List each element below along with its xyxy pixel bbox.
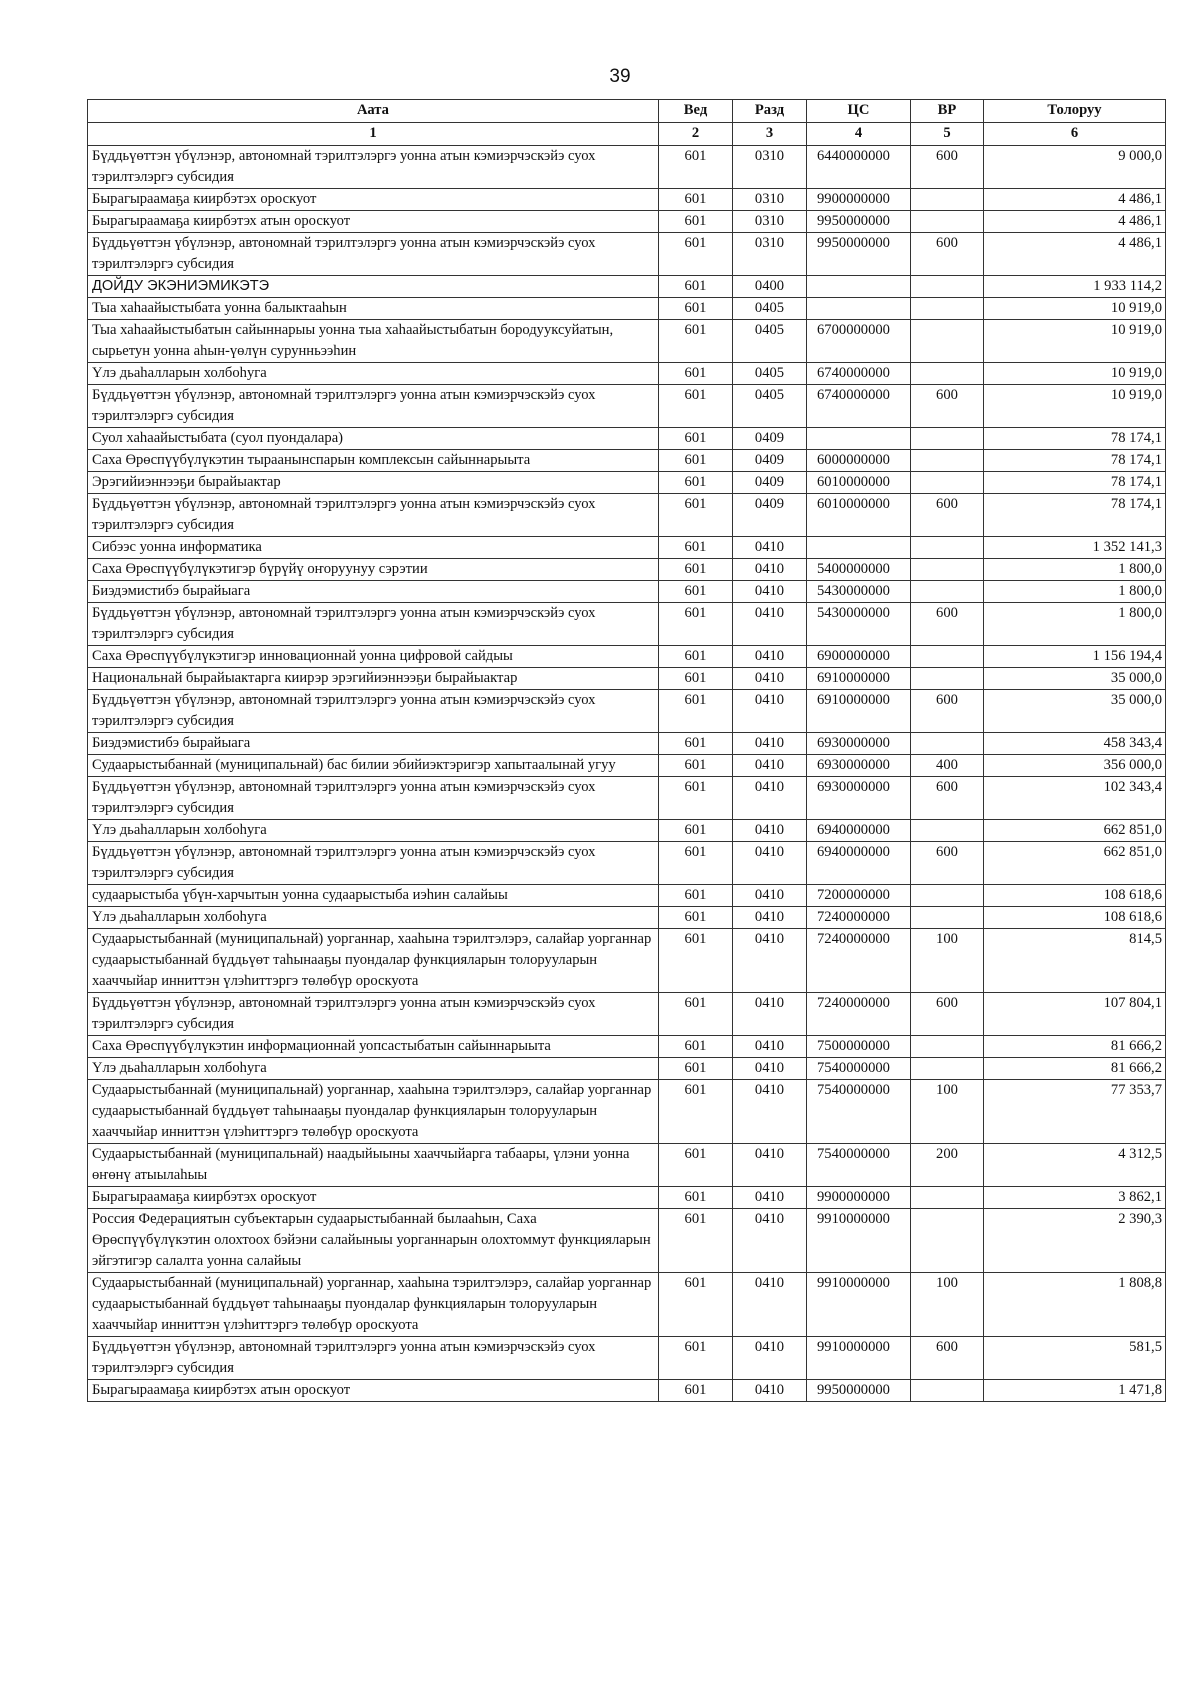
- row-amount: 662 851,0: [984, 820, 1166, 842]
- row-amount: 78 174,1: [984, 472, 1166, 494]
- row-cs: 6940000000: [807, 842, 911, 885]
- page-number: 39: [609, 66, 631, 87]
- row-vr: 100: [911, 1273, 984, 1337]
- row-ved: 601: [659, 777, 733, 820]
- row-vr: 600: [911, 1337, 984, 1380]
- row-amount: 107 804,1: [984, 993, 1166, 1036]
- table-row: [88, 1273, 1166, 1337]
- row-cs: 6440000000: [807, 146, 911, 189]
- table-row: [88, 189, 1166, 211]
- row-name: Судаарыстыбаннай (муниципальнай) наадыйыыны хааччыйарга табаары, үлэни уонна өҥөнү атыылаһыы: [88, 1144, 659, 1187]
- row-vr: 600: [911, 603, 984, 646]
- row-vr: [911, 1058, 984, 1080]
- row-amount: 2 390,3: [984, 1209, 1166, 1273]
- row-cs: 5400000000: [807, 559, 911, 581]
- row-cs: 6010000000: [807, 472, 911, 494]
- table-row: [88, 1080, 1166, 1144]
- row-ved: 601: [659, 385, 733, 428]
- row-name: Үлэ дьаһалларын холбоһуга: [88, 363, 659, 385]
- table-row: [88, 320, 1166, 363]
- row-cs: [807, 298, 911, 320]
- row-vr: [911, 428, 984, 450]
- table-row: [88, 233, 1166, 276]
- row-ved: 601: [659, 1058, 733, 1080]
- table-row: [88, 603, 1166, 646]
- column-number: 2: [659, 123, 733, 146]
- table-row: [88, 298, 1166, 320]
- row-vr: [911, 1187, 984, 1209]
- row-vr: [911, 646, 984, 668]
- row-cs: 5430000000: [807, 603, 911, 646]
- table-row: [88, 1209, 1166, 1273]
- row-name: Бүддьүөттэн үбүлэнэр, автономнай тэрилтэлэргэ уонна атын кэмиэрчэскэйэ суох тэрилтэлэргэ субсидия: [88, 842, 659, 885]
- row-amount: 35 000,0: [984, 668, 1166, 690]
- row-cs: 7540000000: [807, 1144, 911, 1187]
- row-name: Национальнай бырайыактарга киирэр эрэгийиэннээҕи бырайыактар: [88, 668, 659, 690]
- row-amount: 1 352 141,3: [984, 537, 1166, 559]
- row-ved: 601: [659, 1337, 733, 1380]
- row-cs: 9910000000: [807, 1209, 911, 1273]
- row-amount: 356 000,0: [984, 755, 1166, 777]
- row-razd: 0410: [733, 1080, 807, 1144]
- row-razd: 0410: [733, 929, 807, 993]
- row-name: Үлэ дьаһалларын холбоһуга: [88, 907, 659, 929]
- row-name: Саха Өрөспүүбүлүкэтигэр бүрүйү оҥоруунуу сэрэтии: [88, 559, 659, 581]
- row-name: Бүддьүөттэн үбүлэнэр, автономнай тэрилтэлэргэ уонна атын кэмиэрчэскэйэ суох тэрилтэлэргэ субсидия: [88, 146, 659, 189]
- table-row: [88, 929, 1166, 993]
- row-vr: [911, 189, 984, 211]
- row-ved: 601: [659, 907, 733, 929]
- header-cs: ЦС: [807, 100, 911, 123]
- row-cs: 6740000000: [807, 385, 911, 428]
- row-ved: 601: [659, 690, 733, 733]
- row-amount: 1 808,8: [984, 1273, 1166, 1337]
- row-vr: [911, 668, 984, 690]
- row-ved: 601: [659, 559, 733, 581]
- row-amount: 102 343,4: [984, 777, 1166, 820]
- table-row: [88, 211, 1166, 233]
- row-name: Биэдэмистибэ бырайыага: [88, 733, 659, 755]
- row-ved: 601: [659, 1273, 733, 1337]
- table-row: [88, 494, 1166, 537]
- table-row: [88, 385, 1166, 428]
- table-row: [88, 690, 1166, 733]
- row-ved: 601: [659, 211, 733, 233]
- row-amount: 1 156 194,4: [984, 646, 1166, 668]
- row-ved: 601: [659, 668, 733, 690]
- row-cs: 9910000000: [807, 1273, 911, 1337]
- row-amount: 10 919,0: [984, 363, 1166, 385]
- row-cs: 9900000000: [807, 1187, 911, 1209]
- row-name: Бүддьүөттэн үбүлэнэр, автономнай тэрилтэлэргэ уонна атын кэмиэрчэскэйэ суох тэрилтэлэргэ субсидия: [88, 1337, 659, 1380]
- row-amount: 78 174,1: [984, 428, 1166, 450]
- row-cs: 5430000000: [807, 581, 911, 603]
- row-vr: [911, 907, 984, 929]
- row-name: ДОЙДУ ЭКЭНИЭМИКЭТЭ: [88, 276, 659, 298]
- row-razd: 0310: [733, 146, 807, 189]
- row-razd: 0410: [733, 1187, 807, 1209]
- row-amount: 4 486,1: [984, 211, 1166, 233]
- row-amount: 1 471,8: [984, 1380, 1166, 1402]
- row-ved: 601: [659, 733, 733, 755]
- row-amount: 77 353,7: [984, 1080, 1166, 1144]
- row-vr: 600: [911, 777, 984, 820]
- row-razd: 0310: [733, 189, 807, 211]
- row-ved: 601: [659, 428, 733, 450]
- row-cs: 7540000000: [807, 1080, 911, 1144]
- row-razd: 0410: [733, 646, 807, 668]
- row-ved: 601: [659, 1380, 733, 1402]
- row-vr: [911, 1380, 984, 1402]
- row-ved: 601: [659, 450, 733, 472]
- table-row: [88, 907, 1166, 929]
- table-row: [88, 1036, 1166, 1058]
- row-cs: 9950000000: [807, 211, 911, 233]
- row-razd: 0409: [733, 450, 807, 472]
- header-vr: ВР: [911, 100, 984, 123]
- table-row: [88, 646, 1166, 668]
- row-vr: [911, 559, 984, 581]
- row-ved: 601: [659, 581, 733, 603]
- row-vr: [911, 320, 984, 363]
- row-razd: 0405: [733, 320, 807, 363]
- row-razd: 0410: [733, 537, 807, 559]
- row-name: Бүддьүөттэн үбүлэнэр, автономнай тэрилтэлэргэ уонна атын кэмиэрчэскэйэ суох тэрилтэлэргэ субсидия: [88, 690, 659, 733]
- row-amount: 81 666,2: [984, 1036, 1166, 1058]
- row-razd: 0410: [733, 581, 807, 603]
- row-amount: 1 800,0: [984, 559, 1166, 581]
- table-row: [88, 1337, 1166, 1380]
- table-row: [88, 559, 1166, 581]
- row-ved: 601: [659, 993, 733, 1036]
- row-amount: 78 174,1: [984, 450, 1166, 472]
- row-ved: 601: [659, 298, 733, 320]
- table-row: [88, 993, 1166, 1036]
- row-vr: [911, 1036, 984, 1058]
- row-razd: 0410: [733, 1036, 807, 1058]
- row-ved: 601: [659, 885, 733, 907]
- row-vr: [911, 1209, 984, 1273]
- row-name: Үлэ дьаһалларын холбоһуга: [88, 820, 659, 842]
- header-name: Аата: [88, 100, 659, 123]
- row-amount: 662 851,0: [984, 842, 1166, 885]
- table-row: [88, 1058, 1166, 1080]
- table-row: [88, 1380, 1166, 1402]
- row-razd: 0410: [733, 907, 807, 929]
- table-row: [88, 820, 1166, 842]
- row-cs: [807, 428, 911, 450]
- row-amount: 1 933 114,2: [984, 276, 1166, 298]
- row-cs: 6700000000: [807, 320, 911, 363]
- table-row: [88, 276, 1166, 298]
- row-ved: 601: [659, 929, 733, 993]
- header-row: [88, 100, 1166, 123]
- row-vr: 600: [911, 690, 984, 733]
- row-cs: 7240000000: [807, 929, 911, 993]
- header-ved: Вед: [659, 100, 733, 123]
- row-vr: [911, 733, 984, 755]
- column-number-row: [88, 123, 1166, 146]
- row-cs: 9910000000: [807, 1337, 911, 1380]
- row-razd: 0410: [733, 1058, 807, 1080]
- row-cs: 6000000000: [807, 450, 911, 472]
- row-ved: 601: [659, 189, 733, 211]
- row-cs: 6930000000: [807, 755, 911, 777]
- column-number: 3: [733, 123, 807, 146]
- row-razd: 0409: [733, 472, 807, 494]
- row-cs: 6930000000: [807, 733, 911, 755]
- row-vr: 600: [911, 842, 984, 885]
- table-row: [88, 428, 1166, 450]
- row-vr: 400: [911, 755, 984, 777]
- row-vr: [911, 363, 984, 385]
- budget-table: [87, 99, 1166, 1402]
- row-vr: [911, 276, 984, 298]
- row-razd: 0410: [733, 885, 807, 907]
- row-vr: 100: [911, 1080, 984, 1144]
- row-vr: [911, 885, 984, 907]
- row-name: Саха Өрөспүүбүлүкэтигэр инновационнай уонна цифровой сайдыы: [88, 646, 659, 668]
- table-row: [88, 472, 1166, 494]
- row-ved: 601: [659, 320, 733, 363]
- row-ved: 601: [659, 1187, 733, 1209]
- row-ved: 601: [659, 603, 733, 646]
- row-razd: 0410: [733, 777, 807, 820]
- row-amount: 581,5: [984, 1337, 1166, 1380]
- row-ved: 601: [659, 276, 733, 298]
- row-ved: 601: [659, 494, 733, 537]
- row-amount: 4 312,5: [984, 1144, 1166, 1187]
- table-row: [88, 1187, 1166, 1209]
- row-ved: 601: [659, 146, 733, 189]
- row-name: Тыа хаһаайыстыбата уонна балыктааһын: [88, 298, 659, 320]
- row-name: Бүддьүөттэн үбүлэнэр, автономнай тэрилтэлэргэ уонна атын кэмиэрчэскэйэ суох тэрилтэлэргэ субсидия: [88, 603, 659, 646]
- row-cs: 7540000000: [807, 1058, 911, 1080]
- row-vr: [911, 298, 984, 320]
- row-razd: 0410: [733, 1273, 807, 1337]
- row-name: Бырагыраамаҕа киирбэтэх атын ороскуот: [88, 211, 659, 233]
- row-amount: 4 486,1: [984, 189, 1166, 211]
- row-cs: 7240000000: [807, 907, 911, 929]
- table-row: [88, 537, 1166, 559]
- row-name: Судаарыстыбаннай (муниципальнай) уорганнар, хааһына тэрилтэлэрэ, салайар уорганнар судаарыстыбаннай бүддьүөт таһынааҕы пуондалар функцияларын толорууларын хааччыйар инниттэн үлэһиттэргэ төлөбүр ороскуота: [88, 1080, 659, 1144]
- header-amount: Толоруу: [984, 100, 1166, 123]
- row-cs: 6930000000: [807, 777, 911, 820]
- row-vr: 600: [911, 233, 984, 276]
- row-vr: 600: [911, 494, 984, 537]
- row-razd: 0410: [733, 993, 807, 1036]
- row-vr: 600: [911, 993, 984, 1036]
- row-amount: 4 486,1: [984, 233, 1166, 276]
- table-row: [88, 733, 1166, 755]
- row-name: Бүддьүөттэн үбүлэнэр, автономнай тэрилтэлэргэ уонна атын кэмиэрчэскэйэ суох тэрилтэлэргэ субсидия: [88, 233, 659, 276]
- header-razd: Разд: [733, 100, 807, 123]
- row-name: Саха Өрөспүүбүлүкэтин информационнай уопсастыбатын сайыннарыыта: [88, 1036, 659, 1058]
- row-razd: 0410: [733, 690, 807, 733]
- row-cs: 7240000000: [807, 993, 911, 1036]
- row-ved: 601: [659, 537, 733, 559]
- row-razd: 0410: [733, 668, 807, 690]
- row-amount: 35 000,0: [984, 690, 1166, 733]
- table-row: [88, 777, 1166, 820]
- row-razd: 0410: [733, 1144, 807, 1187]
- row-razd: 0410: [733, 559, 807, 581]
- row-razd: 0410: [733, 820, 807, 842]
- row-cs: 9900000000: [807, 189, 911, 211]
- row-amount: 458 343,4: [984, 733, 1166, 755]
- column-number: 5: [911, 123, 984, 146]
- row-vr: [911, 537, 984, 559]
- row-ved: 601: [659, 472, 733, 494]
- row-vr: [911, 211, 984, 233]
- table-row: [88, 363, 1166, 385]
- row-amount: 81 666,2: [984, 1058, 1166, 1080]
- row-name: Бүддьүөттэн үбүлэнэр, автономнай тэрилтэлэргэ уонна атын кэмиэрчэскэйэ суох тэрилтэлэргэ субсидия: [88, 993, 659, 1036]
- row-ved: 601: [659, 755, 733, 777]
- row-vr: 100: [911, 929, 984, 993]
- table-row: [88, 842, 1166, 885]
- row-name: Судаарыстыбаннай (муниципальнай) уорганнар, хааһына тэрилтэлэрэ, салайар уорганнар судаарыстыбаннай бүддьүөт таһынааҕы пуондалар функцияларын толорууларын хааччыйар инниттэн үлэһиттэргэ төлөбүр ороскуота: [88, 929, 659, 993]
- row-amount: 1 800,0: [984, 581, 1166, 603]
- row-vr: 200: [911, 1144, 984, 1187]
- row-vr: [911, 820, 984, 842]
- table-row: [88, 1144, 1166, 1187]
- row-name: Бырагыраамаҕа киирбэтэх ороскуот: [88, 189, 659, 211]
- row-razd: 0410: [733, 755, 807, 777]
- row-cs: 6940000000: [807, 820, 911, 842]
- row-amount: 108 618,6: [984, 907, 1166, 929]
- table-body: [88, 146, 1166, 1402]
- row-ved: 601: [659, 646, 733, 668]
- row-razd: 0310: [733, 233, 807, 276]
- row-razd: 0405: [733, 363, 807, 385]
- row-amount: 9 000,0: [984, 146, 1166, 189]
- row-razd: 0410: [733, 733, 807, 755]
- row-cs: [807, 276, 911, 298]
- row-cs: 9950000000: [807, 1380, 911, 1402]
- row-razd: 0410: [733, 1209, 807, 1273]
- table-row: [88, 450, 1166, 472]
- row-name: Судаарыстыбаннай (муниципальнай) бас билии эбийиэктэригэр хапытаалынай угуу: [88, 755, 659, 777]
- row-amount: 108 618,6: [984, 885, 1166, 907]
- row-cs: 9950000000: [807, 233, 911, 276]
- row-name: Судаарыстыбаннай (муниципальнай) уорганнар, хааһына тэрилтэлэрэ, салайар уорганнар судаарыстыбаннай бүддьүөт таһынааҕы пуондалар функцияларын толорууларын хааччыйар инниттэн үлэһиттэргэ төлөбүр ороскуота: [88, 1273, 659, 1337]
- row-razd: 0400: [733, 276, 807, 298]
- row-name: Эрэгийиэннээҕи бырайыактар: [88, 472, 659, 494]
- row-amount: 10 919,0: [984, 385, 1166, 428]
- row-cs: 7200000000: [807, 885, 911, 907]
- row-razd: 0410: [733, 603, 807, 646]
- row-name: Бырагыраамаҕа киирбэтэх атын ороскуот: [88, 1380, 659, 1402]
- row-amount: 10 919,0: [984, 320, 1166, 363]
- row-cs: 6900000000: [807, 646, 911, 668]
- row-razd: 0409: [733, 494, 807, 537]
- row-ved: 601: [659, 1036, 733, 1058]
- row-ved: 601: [659, 1144, 733, 1187]
- row-name: Үлэ дьаһалларын холбоһуга: [88, 1058, 659, 1080]
- row-cs: 6910000000: [807, 668, 911, 690]
- table-row: [88, 755, 1166, 777]
- row-name: Сибээс уонна информатика: [88, 537, 659, 559]
- row-ved: 601: [659, 1080, 733, 1144]
- row-razd: 0405: [733, 385, 807, 428]
- column-number: 6: [984, 123, 1166, 146]
- row-razd: 0410: [733, 1380, 807, 1402]
- row-ved: 601: [659, 842, 733, 885]
- row-ved: 601: [659, 233, 733, 276]
- row-razd: 0410: [733, 842, 807, 885]
- row-name: Бүддьүөттэн үбүлэнэр, автономнай тэрилтэлэргэ уонна атын кэмиэрчэскэйэ суох тэрилтэлэргэ субсидия: [88, 777, 659, 820]
- row-cs: 6010000000: [807, 494, 911, 537]
- row-vr: 600: [911, 385, 984, 428]
- row-vr: [911, 581, 984, 603]
- row-cs: [807, 537, 911, 559]
- row-amount: 3 862,1: [984, 1187, 1166, 1209]
- row-name: Бырагыраамаҕа киирбэтэх ороскуот: [88, 1187, 659, 1209]
- row-amount: 78 174,1: [984, 494, 1166, 537]
- row-name: Бүддьүөттэн үбүлэнэр, автономнай тэрилтэлэргэ уонна атын кэмиэрчэскэйэ суох тэрилтэлэргэ субсидия: [88, 494, 659, 537]
- row-name: Биэдэмистибэ бырайыага: [88, 581, 659, 603]
- row-amount: 10 919,0: [984, 298, 1166, 320]
- row-name: Тыа хаһаайыстыбатын сайыннарыы уонна тыа хаһаайыстыбатын бородууксуйатын, сырьетун уонна аһын-үөлүн сурунньээһин: [88, 320, 659, 363]
- row-cs: 6740000000: [807, 363, 911, 385]
- row-razd: 0410: [733, 1337, 807, 1380]
- row-name: Россия Федерациятын субъектарын судаарыстыбаннай былааһын, Саха Өрөспүүбүлүкэтин олохтоох бэйэни салайыныы уорганнарын олохтоммут функцияларын эйгэтигэр салалта уонна салайыы: [88, 1209, 659, 1273]
- row-razd: 0409: [733, 428, 807, 450]
- row-vr: 600: [911, 146, 984, 189]
- table-row: [88, 885, 1166, 907]
- row-vr: [911, 472, 984, 494]
- row-name: судаарыстыба үбүн-харчытын уонна судаарыстыба иэһин салайыы: [88, 885, 659, 907]
- row-razd: 0405: [733, 298, 807, 320]
- row-name: Саха Өрөспүүбүлүкэтин тыраанынспарын комплексын сайыннарыыта: [88, 450, 659, 472]
- row-cs: 7500000000: [807, 1036, 911, 1058]
- table-row: [88, 668, 1166, 690]
- row-cs: 6910000000: [807, 690, 911, 733]
- row-name: Суол хаһаайыстыбата (суол пуондалара): [88, 428, 659, 450]
- row-razd: 0310: [733, 211, 807, 233]
- column-number: 1: [88, 123, 659, 146]
- row-ved: 601: [659, 363, 733, 385]
- row-ved: 601: [659, 820, 733, 842]
- row-amount: 1 800,0: [984, 603, 1166, 646]
- row-name: Бүддьүөттэн үбүлэнэр, автономнай тэрилтэлэргэ уонна атын кэмиэрчэскэйэ суох тэрилтэлэргэ субсидия: [88, 385, 659, 428]
- row-vr: [911, 450, 984, 472]
- row-ved: 601: [659, 1209, 733, 1273]
- table-row: [88, 581, 1166, 603]
- column-number: 4: [807, 123, 911, 146]
- row-amount: 814,5: [984, 929, 1166, 993]
- table-row: [88, 146, 1166, 189]
